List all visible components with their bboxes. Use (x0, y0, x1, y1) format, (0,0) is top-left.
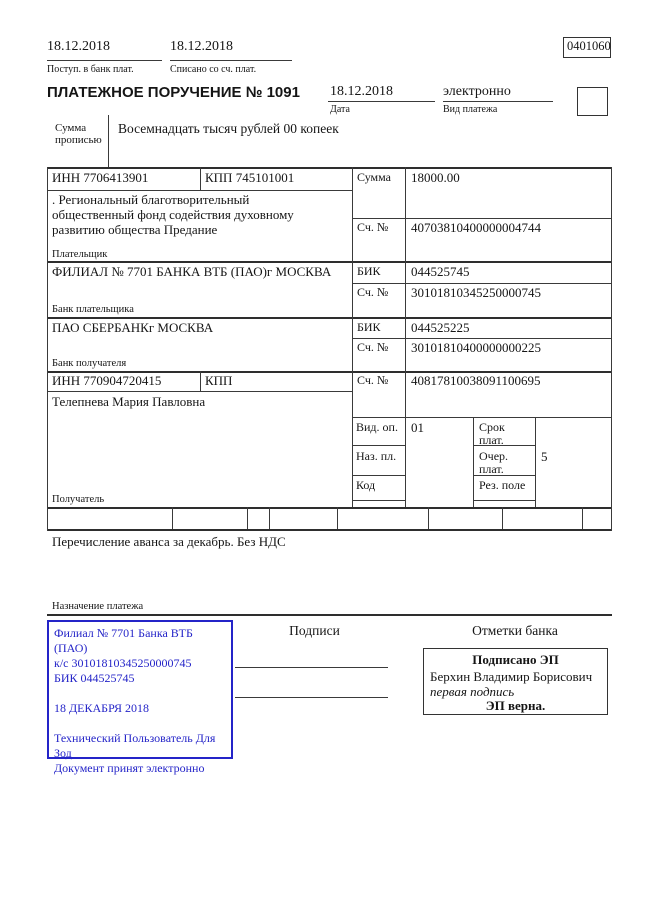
grid-line (352, 500, 405, 501)
esign-verified: ЭП верна. (485, 698, 546, 713)
esign-name: Берхин Владимир Борисович (430, 669, 593, 684)
payment-kind-underline (443, 101, 553, 102)
grid-line (352, 167, 353, 507)
debited-date-label: Списано со сч. плат. (170, 64, 257, 75)
stamp-line: Документ принят электронно (54, 761, 205, 775)
pay-purpose-label: Наз. пл. (356, 449, 397, 463)
payment-purpose-label: Назначение платежа (52, 601, 144, 612)
document-date: 18.12.2018 (330, 84, 393, 99)
grid-line (47, 529, 612, 531)
payer-bank-bik: 044525745 (411, 264, 470, 279)
reserve-label: Рез. поле (479, 478, 526, 492)
form-code: 0401060 (567, 39, 611, 53)
received-date-underline (47, 60, 162, 61)
payee-bank-account: 30101810400000000225 (411, 340, 541, 355)
grid-line (47, 167, 612, 169)
document-date-label: Дата (330, 104, 350, 115)
esign-title: Подписано ЭП (472, 652, 559, 667)
payee-name: Телепнева Мария Павловна (52, 394, 206, 409)
grid-line (200, 371, 201, 391)
payer-bank-account-label: Сч. № (357, 285, 389, 299)
grid-line (405, 167, 406, 507)
payee-bank-bik-label: БИК (357, 320, 381, 334)
debited-date-underline (170, 60, 292, 61)
signature-line (235, 697, 388, 698)
received-date: 18.12.2018 (47, 39, 110, 54)
payee-bank-name: ПАО СБЕРБАНКг МОСКВА (52, 320, 214, 335)
esign-stamp (423, 648, 608, 715)
stamp-line: 18 ДЕКАБРЯ 2018 (54, 701, 149, 715)
status-checkbox (577, 87, 608, 116)
grid-line (172, 507, 173, 529)
grid-line (47, 507, 612, 509)
stamp-line: к/с 30101810345250000745 (54, 656, 192, 670)
order-label: Очер. плат. (479, 449, 509, 477)
document-title: ПЛАТЕЖНОЕ ПОРУЧЕНИЕ № 1091 (47, 84, 300, 101)
payee-account: 40817810038091100695 (411, 373, 541, 388)
payer-account-label: Сч. № (357, 220, 389, 234)
grid-line (47, 391, 352, 392)
payer-bank-account: 30101810345250000745 (411, 285, 541, 300)
payer-account: 40703810400000004744 (411, 220, 541, 235)
code-label: Код (356, 478, 376, 492)
op-kind-label: Вид. оп. (356, 420, 398, 434)
payer-name-line3: развитию общества Предание (52, 222, 218, 237)
stamp-line: БИК 044525745 (54, 671, 135, 685)
document-date-underline (328, 101, 435, 102)
amount-in-words-label: Сумма прописью (55, 122, 102, 147)
grid-line (352, 283, 612, 284)
payee-account-label: Сч. № (357, 373, 389, 387)
stamp-line: Технический Пользователь Для Зод (54, 731, 216, 760)
payer-kpp: КПП 745101001 (205, 170, 295, 185)
payee-kpp-label: КПП (205, 373, 233, 388)
grid-line (352, 475, 405, 476)
grid-line (582, 507, 583, 529)
bank-marks-label: Отметки банка (472, 623, 558, 638)
grid-line (352, 338, 612, 339)
form-code-box (563, 37, 611, 58)
grid-line (337, 507, 338, 529)
term-label: Срок плат. (479, 420, 505, 448)
payment-kind-label: Вид платежа (443, 104, 498, 115)
grid-line (473, 500, 535, 501)
payer-name-line1: . Региональный благотворительный (52, 192, 250, 207)
esign-sub: первая подпись (430, 684, 515, 699)
op-kind-value: 01 (411, 420, 424, 435)
grid-line (473, 417, 474, 507)
signatures-label: Подписи (289, 623, 340, 638)
payment-purpose-text: Перечисление аванса за декабрь. Без НДС (52, 534, 286, 549)
received-date-label: Поступ. в банк плат. (47, 64, 134, 75)
payee-bank-label: Банк получателя (52, 358, 127, 369)
payer-name-line2: общественный фонд содействия духовному (52, 207, 294, 222)
stamp-line: Филиал № 7701 Банка ВТБ (ПАО) (54, 626, 193, 655)
grid-line (47, 317, 612, 319)
grid-line (269, 507, 270, 529)
payer-bank-bik-label: БИК (357, 264, 381, 278)
grid-line (352, 445, 405, 446)
sum-label: Сумма (357, 170, 391, 184)
grid-line (47, 190, 352, 191)
amount-in-words: Восемнадцать тысяч рублей 00 копеек (118, 121, 339, 136)
grid-line (428, 507, 429, 529)
sum-value: 18000.00 (411, 170, 460, 185)
debited-date: 18.12.2018 (170, 39, 233, 54)
amount-divider-line (108, 115, 109, 168)
payee-bank-account-label: Сч. № (357, 340, 389, 354)
bank-stamp (47, 620, 233, 775)
payee-label: Получатель (52, 494, 105, 505)
order-value: 5 (541, 449, 548, 464)
signature-line (235, 667, 388, 668)
payer-label: Плательщик (52, 249, 108, 260)
grid-line (535, 417, 536, 507)
payer-bank-name: ФИЛИАЛ № 7701 БАНКА ВТБ (ПАО)г МОСКВА (52, 264, 332, 279)
payment-kind-value: электронно (443, 84, 511, 99)
grid-line (352, 218, 612, 219)
payer-inn: ИНН 7706413901 (52, 170, 149, 185)
grid-line (47, 167, 48, 531)
grid-line (611, 167, 612, 531)
grid-line (247, 507, 248, 529)
grid-line (47, 261, 612, 263)
grid-line (352, 417, 612, 418)
grid-line (502, 507, 503, 529)
grid-line (200, 167, 201, 190)
payee-inn: ИНН 770904720415 (52, 373, 162, 388)
payer-bank-label: Банк плательщика (52, 304, 134, 315)
payee-bank-bik: 044525225 (411, 320, 470, 335)
grid-line (47, 614, 612, 616)
